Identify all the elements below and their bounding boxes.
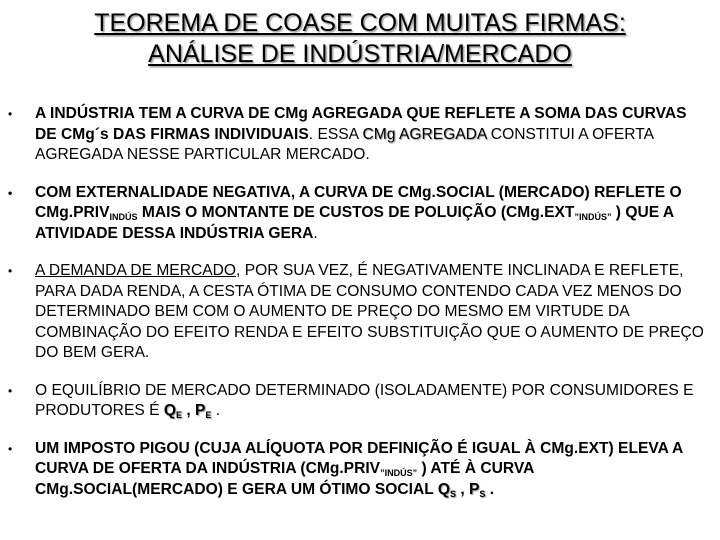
bullet-list [0, 104, 720, 517]
bullet-2-text-b: MAIS O MONTANTE DE CUSTOS DE POLUIÇÃO (CMg.EXT [137, 204, 575, 221]
bullet-3-underlined: A DEMANDA DE MERCADO [35, 262, 237, 279]
bullet-item-3 [0, 261, 720, 364]
bullet-dot: • [8, 441, 13, 456]
bullet-2-period: . [313, 224, 318, 242]
bullet-4-q: Q [163, 402, 176, 419]
bullet-5-p-subscript: S [479, 488, 486, 499]
bullet-1-period: . [308, 125, 314, 143]
slide-title-line-2: ANÁLISE DE INDÚSTRIA/MERCADO [148, 40, 572, 68]
bullet-1-tail: CONSTITUI A OFERTA AGREGADA NESSE PARTICULAR MERCADO. [35, 125, 654, 163]
bullet-2-subscript-indus-quoted: ”INDÚS” [574, 212, 612, 222]
bullet-5-subscript-indus: ”INDÚS” [380, 468, 418, 478]
bullet-5-p: P [468, 480, 480, 498]
bullet-item-1 [0, 104, 720, 166]
slide-title [0, 8, 720, 70]
bullet-5-separator: , [455, 480, 469, 498]
bullet-dot: • [8, 185, 13, 200]
bullet-dot: • [8, 107, 13, 121]
bullet-5-text-b: ) ATÉ À CURVA CMg.SOCIAL(MERCADO) E GERA UM ÓTIMO SOCIAL [35, 460, 534, 498]
bullet-1-highlight: CMg AGREGADA [362, 125, 487, 143]
bullet-2-subscript-indus: INDÚS [109, 212, 138, 222]
bullet-1-text: ESSA [313, 125, 363, 143]
bullet-3-text: , POR SUA VEZ, É NEGATIVAMENTE INCLINADA E REFLETE, PARA DADA RENDA, A CESTA ÓTIMA DE CONSUMO CONTENDO CADA VEZ MENOS DO DETERMINADO BEM COM O AUMENTO DE PREÇO DO MESMO EM VIRTUDE DA COMBINAÇÃO DO EFEITO RENDA E EFEITO SUBSTITUIÇÃO QUE O AUMENTO DE PREÇO DO BEM GERA. [35, 262, 704, 361]
bullet-4-p-subscript: E [205, 410, 212, 420]
bullet-1-bold-text: A INDÚSTRIA TEM A CURVA DE CMg AGREGADA QUE REFLETE A SOMA DAS CURVAS DE CMg´s DAS FIRMAS INDIVIDUAIS [35, 105, 687, 143]
slide-title-line-1: TEOREMA DE COASE COM MUITAS FIRMAS: [94, 9, 626, 37]
bullet-item-5 [0, 439, 720, 501]
bullet-item-2 [0, 183, 720, 245]
bullet-dot: • [8, 383, 13, 398]
bullet-4-period: . [211, 402, 221, 419]
bullet-dot: • [8, 264, 13, 278]
bullet-4-text: O EQUILÍBRIO DE MERCADO DETERMINADO (ISOLADAMENTE) POR CONSUMIDORES E PRODUTORES É [35, 381, 694, 419]
bullet-item-4 [0, 381, 720, 422]
bullet-5-q: Q [437, 480, 450, 498]
bullet-5-text-a: UM IMPOSTO PIGOU (CUJA ALÍQUOTA POR DEFINIÇÃO É IGUAL À CMg.EXT) ELEVA A CURVA DE OFERTA DA INDÚSTRIA (CMg.PRIV [35, 439, 683, 477]
bullet-4-q-subscript: E [175, 410, 182, 420]
bullet-4-p: P [194, 402, 206, 419]
bullet-2-text-c: ) QUE A ATIVIDADE DESSA INDÚSTRIA GERA [35, 204, 674, 242]
bullet-2-text-a: COM EXTERNALIDADE NEGATIVA, A CURVA DE CMg.SOCIAL (MERCADO) REFLETE O CMg.PRIV [35, 183, 682, 221]
bullet-5-period: . [485, 480, 495, 498]
bullet-4-separator: , [181, 402, 195, 419]
bullet-5-q-subscript: S [449, 488, 456, 499]
